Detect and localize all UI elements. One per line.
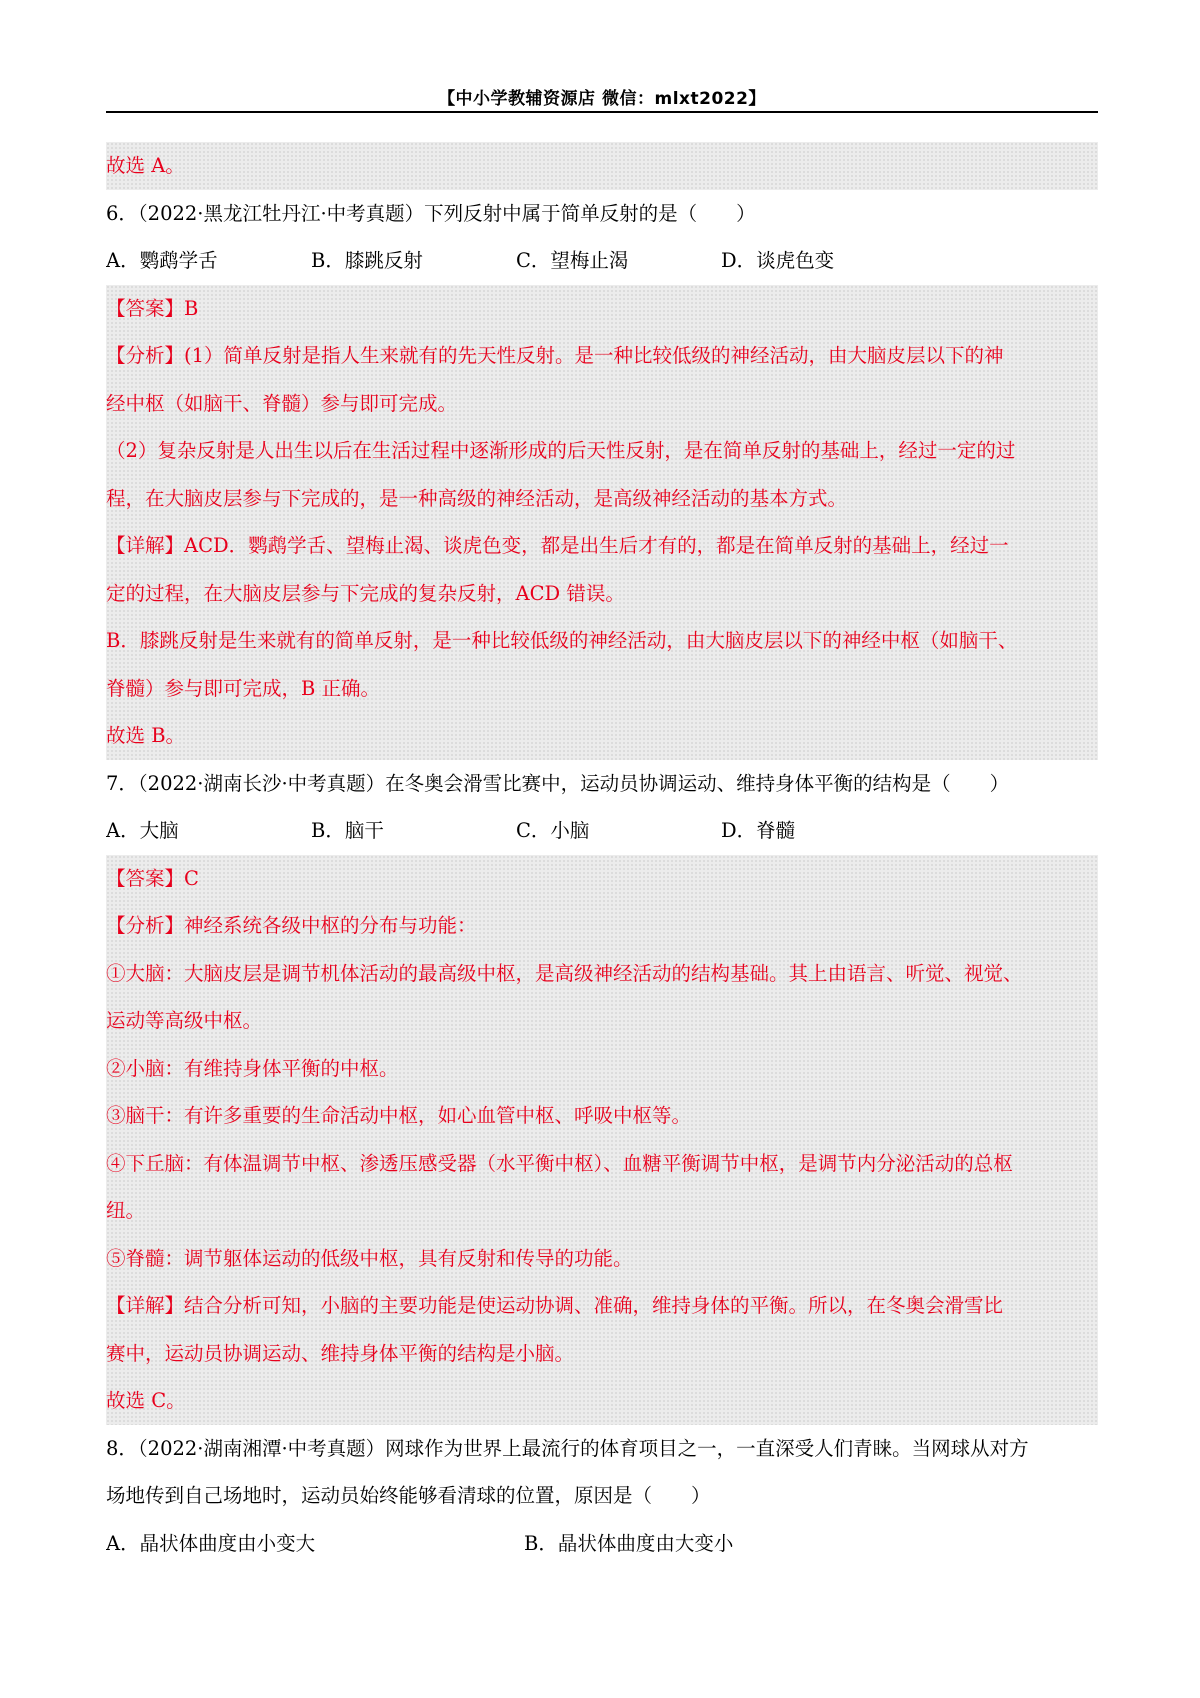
option-b: B．晶状体曲度由大变小 [524, 1531, 734, 1555]
option-d: D．谈虎色变 [721, 249, 835, 272]
solution-conclusion: 故选 A。 [106, 154, 185, 177]
answer-options [106, 237, 1098, 285]
answer-line: 【答案】C [106, 866, 199, 890]
analysis-line: 程，在大脑皮层参与下完成的，是一种高级的神经活动，是高级神经活动的基本方式。 [106, 486, 848, 510]
solution-conclusion: 故选 C。 [106, 1389, 186, 1412]
option-c: C．小脑 [516, 819, 590, 842]
question-7 [106, 760, 1098, 1425]
analysis-line: ③脑干：有许多重要的生命活动中枢，如心血管中枢、呼吸中枢等。 [106, 1104, 692, 1127]
analysis-line: ⑤脊髓：调节躯体运动的低级中枢，具有反射和传导的功能。 [106, 1246, 633, 1270]
document-content [106, 142, 1098, 1567]
option-c: C．望梅止渴 [516, 249, 629, 272]
explanation-line: 【详解】结合分析可知，小脑的主要功能是使运动协调、准确，维持身体的平衡。所以，在冬奥会滑雪比 [106, 1294, 1004, 1317]
option-d: D．脊髓 [721, 819, 796, 842]
analysis-line: （2）复杂反射是人出生以后在生活过程中逐渐形成的后天性反射，是在简单反射的基础上，经过一定的过 [106, 439, 1016, 462]
answer-line: 【答案】B [106, 296, 199, 320]
explanation-line: B．膝跳反射是生来就有的简单反射，是一种比较低级的神经活动，由大脑皮层以下的神经中枢（如脑干、 [106, 629, 1018, 652]
solution-block [106, 855, 1098, 1425]
page-header: 【中小学教辅资源店 微信：mlxt2022】 [438, 89, 766, 109]
previous-solution-tail [106, 142, 1098, 190]
analysis-line: ①大脑：大脑皮层是调节机体活动的最高级中枢，是高级神经活动的结构基础。其上由语言、听觉、视觉、 [106, 961, 1023, 985]
question-stem: 6．（2022·黑龙江牡丹江·中考真题）下列反射中属于简单反射的是（ ） [106, 201, 756, 225]
question-6 [106, 190, 1098, 760]
option-b: B．膝跳反射 [311, 249, 423, 272]
question-stem: 场地传到自己场地时，运动员始终能够看清球的位置，原因是（ ） [106, 1484, 711, 1507]
option-a: A．鹦鹉学舌 [106, 249, 218, 272]
analysis-line: 【分析】神经系统各级中枢的分布与功能： [106, 914, 477, 937]
analysis-line: 纽。 [106, 1199, 146, 1222]
question-stem: 7．（2022·湖南长沙·中考真题）在冬奥会滑雪比赛中，运动员协调运动、维持身体平衡的结构是（ ） [106, 771, 1010, 795]
option-a: A．大脑 [106, 819, 179, 842]
analysis-line: 运动等高级中枢。 [106, 1009, 263, 1032]
question-8 [106, 1425, 1098, 1568]
question-stem: 8．（2022·湖南湘潭·中考真题）网球作为世界上最流行的体育项目之一，一直深受人们青睐。当网球从对方 [106, 1436, 1029, 1460]
analysis-line: 【分析】(1）简单反射是指人生来就有的先天性反射。是一种比较低级的神经活动，由大脑皮层以下的神 [106, 344, 1004, 367]
analysis-line: ②小脑：有维持身体平衡的中枢。 [106, 1056, 399, 1080]
option-b: B．脑干 [311, 819, 384, 842]
solution-block [106, 285, 1098, 760]
explanation-line: 赛中，运动员协调运动、维持身体平衡的结构是小脑。 [106, 1341, 575, 1365]
analysis-line: ④下丘脑：有体温调节中枢、渗透压感受器（水平衡中枢）、血糖平衡调节中枢，是调节内分泌活动的总枢 [106, 1151, 1013, 1175]
header-rule [106, 111, 1098, 113]
option-a: A．晶状体曲度由小变大 [106, 1531, 316, 1555]
explanation-line: 定的过程，在大脑皮层参与下完成的复杂反射，ACD 错误。 [106, 581, 625, 605]
solution-conclusion: 故选 B。 [106, 724, 186, 747]
analysis-line: 经中枢（如脑干、脊髓）参与即可完成。 [106, 391, 458, 415]
explanation-line: 脊髓）参与即可完成，B 正确。 [106, 676, 381, 700]
answer-options [106, 1520, 1098, 1568]
answer-options [106, 807, 1098, 855]
explanation-line: 【详解】ACD．鹦鹉学舌、望梅止渴、谈虎色变，都是出生后才有的，都是在简单反射的基础上，经过一 [106, 534, 1009, 557]
